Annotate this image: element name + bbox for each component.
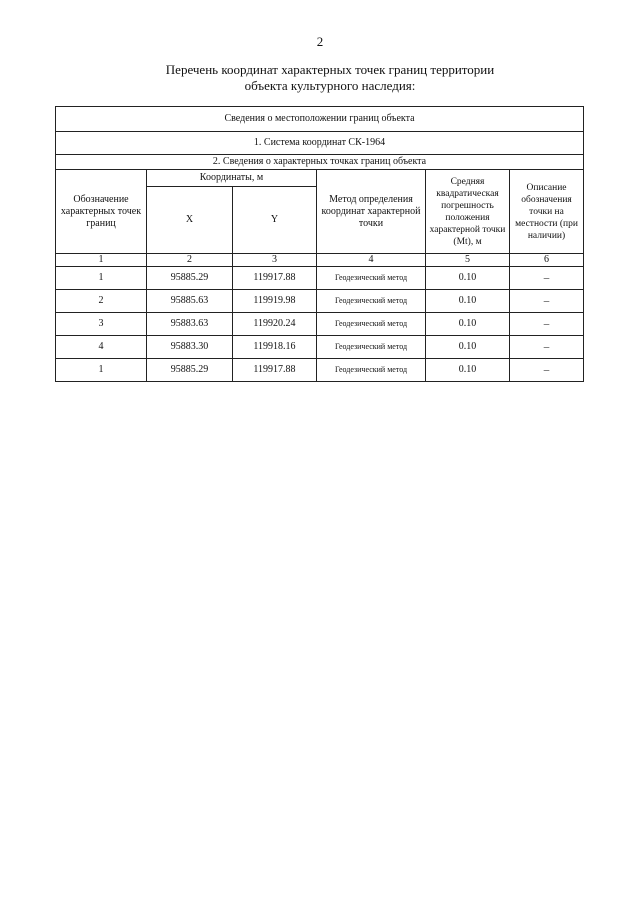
method: Геодезический метод <box>317 313 426 336</box>
table-row <box>56 267 584 290</box>
error: 0.10 <box>426 267 510 290</box>
coord-x: 95885.63 <box>147 290 233 313</box>
column-number: 1 <box>56 254 147 267</box>
method: Геодезический метод <box>317 359 426 382</box>
column-number: 5 <box>426 254 510 267</box>
table-row <box>56 336 584 359</box>
header-y: Y <box>233 187 317 254</box>
coord-y: 119918.16 <box>233 336 317 359</box>
point-id: 4 <box>56 336 147 359</box>
section-title: Сведения о местоположении границ объекта <box>56 107 584 132</box>
title-line-1: Перечень координат характерных точек границ территории <box>165 62 495 77</box>
coord-y: 119920.24 <box>233 313 317 336</box>
coord-x: 95885.29 <box>147 359 233 382</box>
error: 0.10 <box>426 290 510 313</box>
coord-y: 119917.88 <box>233 267 317 290</box>
method: Геодезический метод <box>317 336 426 359</box>
coordinates-table <box>55 106 584 382</box>
table-row <box>56 313 584 336</box>
point-id: 1 <box>56 267 147 290</box>
coord-y: 119917.88 <box>233 359 317 382</box>
description: – <box>510 267 584 290</box>
error: 0.10 <box>426 313 510 336</box>
method: Геодезический метод <box>317 267 426 290</box>
points-info: 2. Сведения о характерных точках границ объекта <box>56 155 584 170</box>
header-x: X <box>147 187 233 254</box>
description: – <box>510 290 584 313</box>
document-title <box>120 62 540 94</box>
header-method: Метод определения координат характерной точки <box>317 170 426 254</box>
coord-x: 95883.63 <box>147 313 233 336</box>
coord-y: 119919.98 <box>233 290 317 313</box>
coord-x: 95883.30 <box>147 336 233 359</box>
header-designation: Обозначение характерных точек границ <box>56 170 147 254</box>
page-number: 2 <box>316 34 324 49</box>
header-error: Средняя квадратическая погрешность положения характерной точки (Мt), м <box>426 170 510 254</box>
description: – <box>510 359 584 382</box>
header-coordinates: Координаты, м <box>147 170 317 187</box>
table-row <box>56 290 584 313</box>
table-row <box>56 359 584 382</box>
coordinate-system: 1. Система координат СК-1964 <box>56 132 584 155</box>
coord-x: 95885.29 <box>147 267 233 290</box>
description: – <box>510 313 584 336</box>
point-id: 3 <box>56 313 147 336</box>
title-line-2: объекта культурного наследия: <box>244 78 416 93</box>
column-number-row <box>56 254 584 267</box>
description: – <box>510 336 584 359</box>
header-description: Описание обозначения точки на местности (при наличии) <box>510 170 584 254</box>
column-number: 6 <box>510 254 584 267</box>
error: 0.10 <box>426 336 510 359</box>
error: 0.10 <box>426 359 510 382</box>
column-number: 4 <box>317 254 426 267</box>
point-id: 1 <box>56 359 147 382</box>
column-number: 3 <box>233 254 317 267</box>
method: Геодезический метод <box>317 290 426 313</box>
point-id: 2 <box>56 290 147 313</box>
column-number: 2 <box>147 254 233 267</box>
